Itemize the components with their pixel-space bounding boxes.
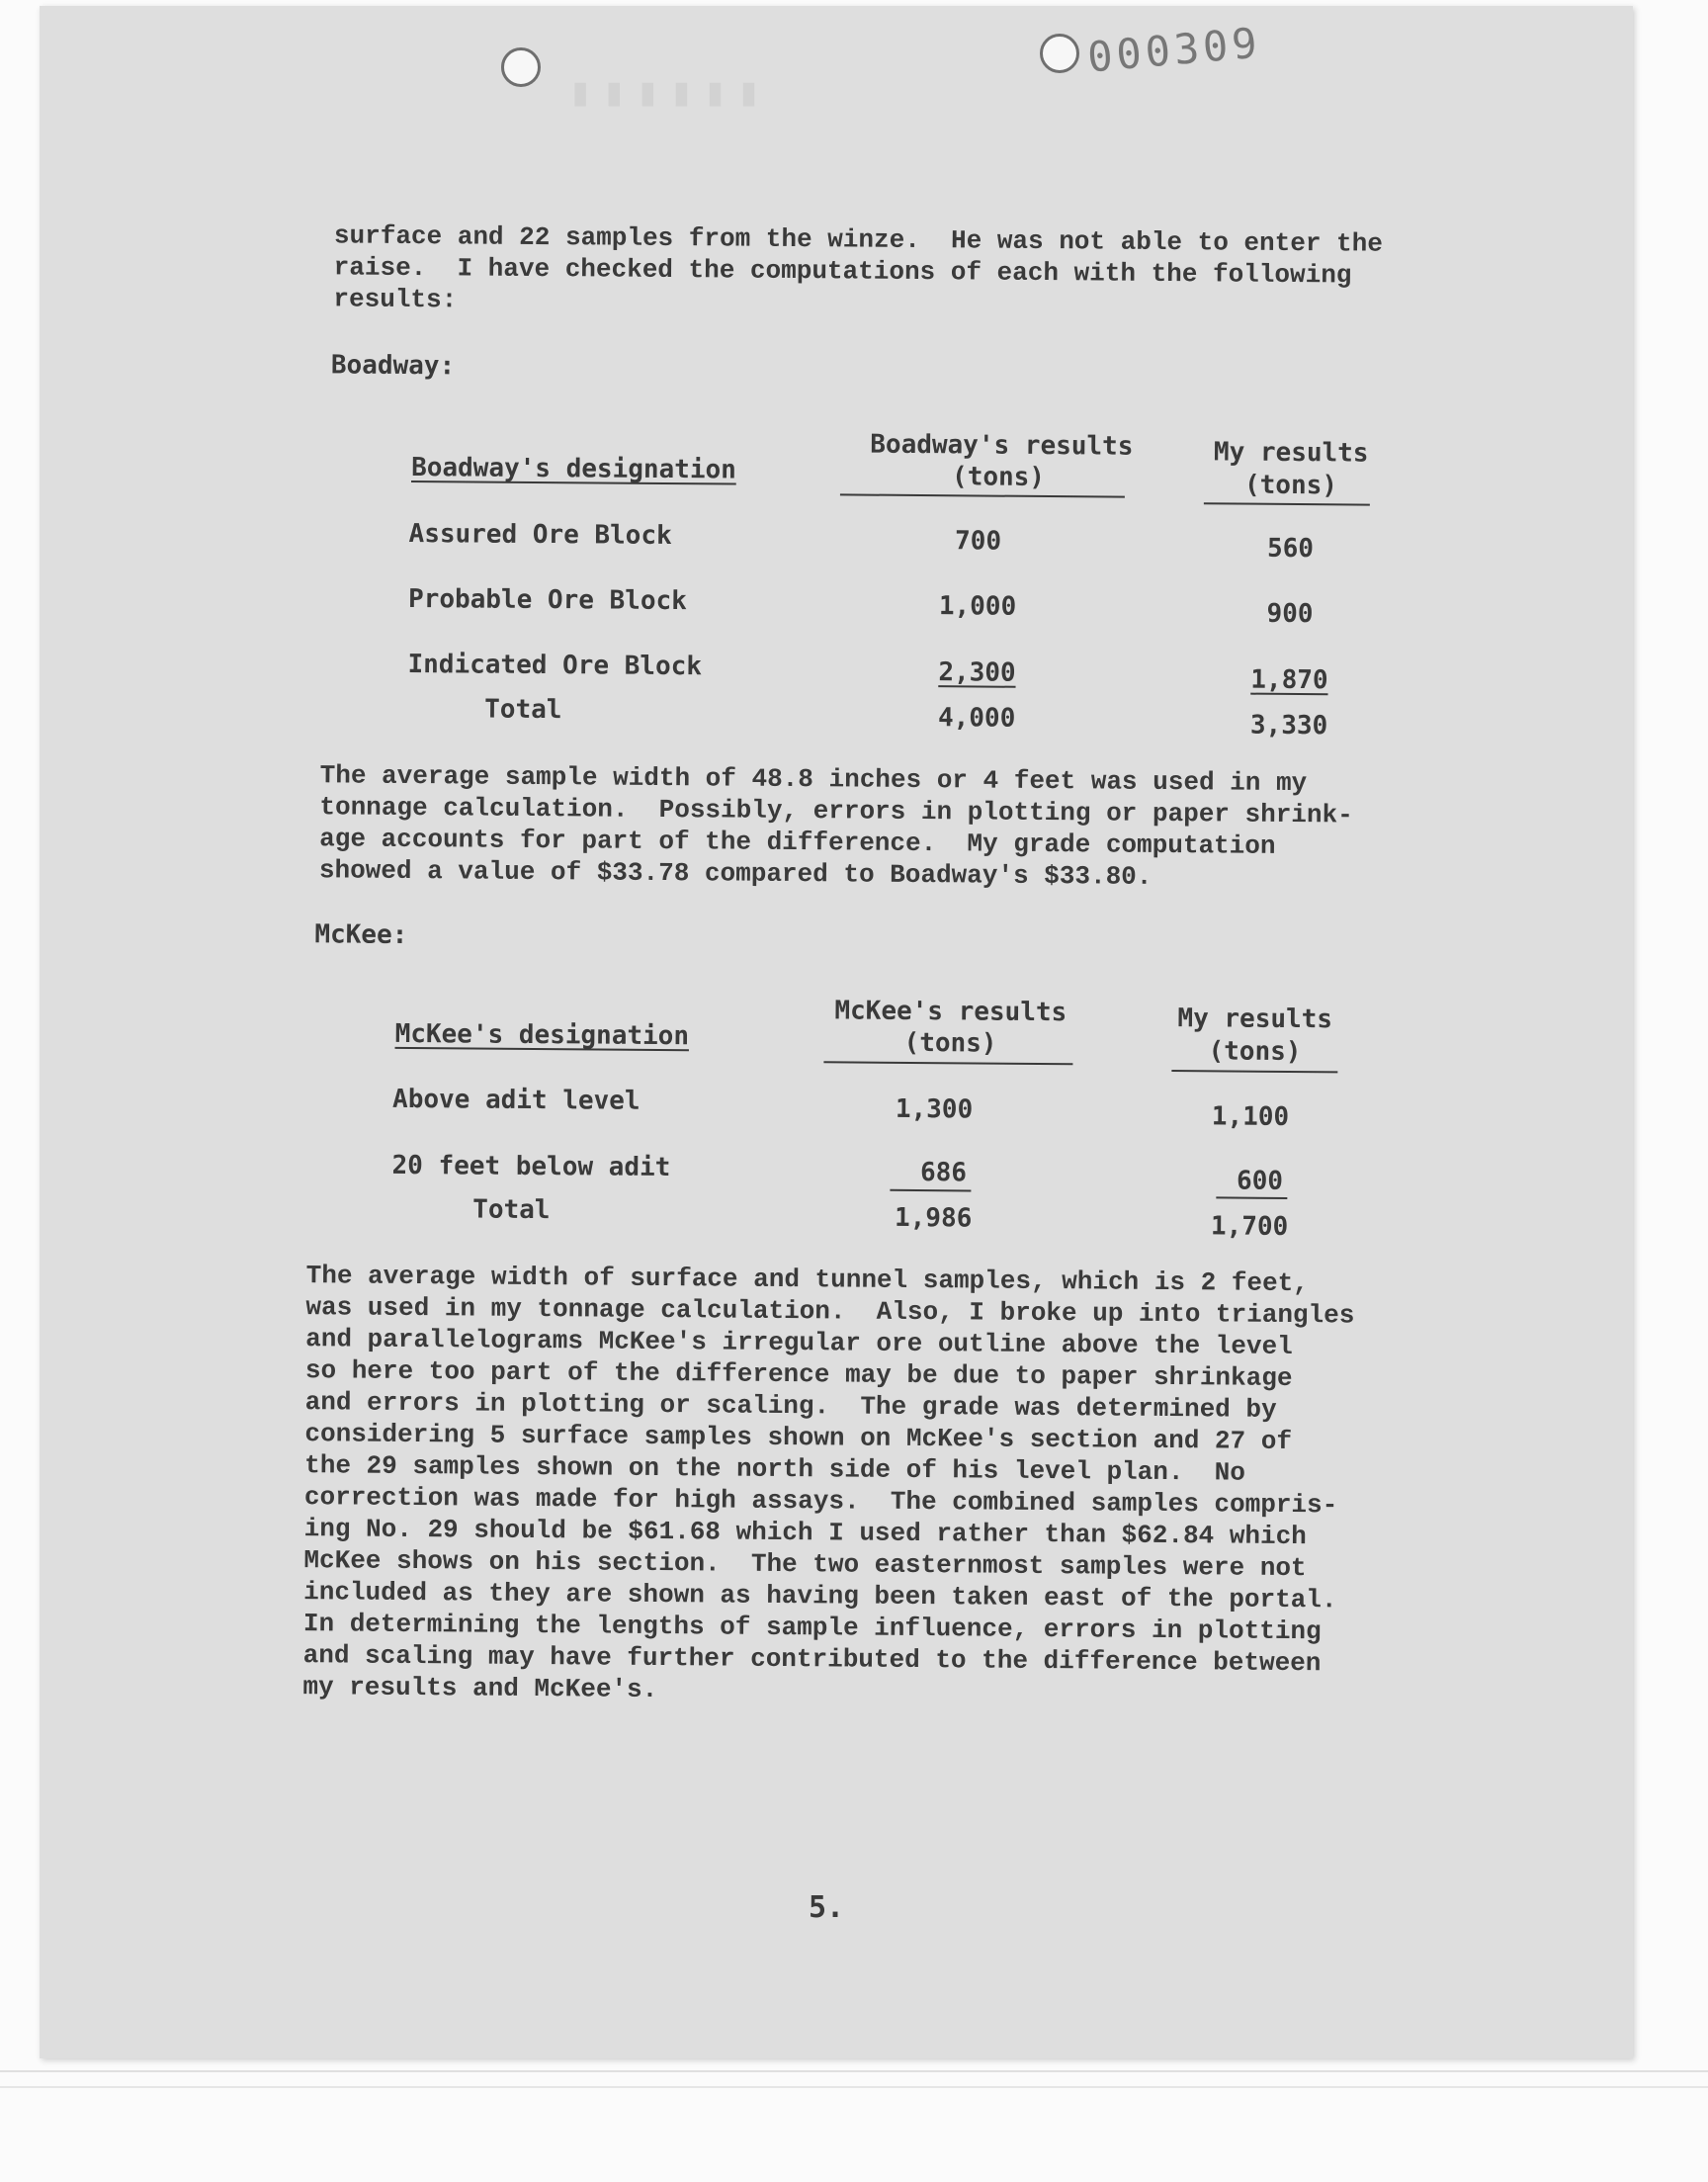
mckee-total-theirs: 1,986: [894, 1202, 973, 1234]
boadway-total-mine: 3,330: [1249, 710, 1328, 742]
mckee-row-theirs: 1,300: [895, 1093, 974, 1125]
mckee-col-mine-line2: (tons): [1208, 1036, 1302, 1068]
boadway-col-mine-rule: [1204, 502, 1370, 505]
boadway-row-label: Assured Ore Block: [408, 518, 672, 552]
boadway-row-theirs: 2,300: [938, 657, 1016, 688]
boadway-col-theirs-rule: [840, 493, 1125, 497]
mckee-row-mine-rule: [1216, 1196, 1287, 1199]
mckee-row-mine: 600: [1236, 1166, 1284, 1196]
boadway-total-theirs: 4,000: [937, 703, 1016, 734]
bleed-through-text: ▮▮▮▮▮▮: [568, 69, 771, 115]
boadway-col-mine-line2: (tons): [1243, 470, 1338, 501]
mckee-col-theirs-line1: McKee's results: [834, 996, 1068, 1028]
mckee-col-theirs-line2: (tons): [903, 1027, 997, 1059]
boadway-row-theirs: 1,000: [938, 591, 1017, 622]
mckee-row-theirs: 686: [919, 1158, 968, 1188]
boadway-col-designation: Boadway's designation: [411, 452, 736, 485]
boadway-paragraph: The average sample width of 48.8 inches or 4 feet was used in my tonnage calculation. Possibly, errors in plotting or paper shrink- age accounts for part of the difference. My grade computation showed a value of $33.78 compared to Boadway's $33.80.: [318, 760, 1353, 892]
boadway-row-mine: 900: [1266, 598, 1314, 630]
mckee-col-mine-line1: My results: [1177, 1004, 1333, 1035]
boadway-col-theirs-line1: Boadway's results: [870, 429, 1134, 462]
boadway-row-mine: 1,870: [1250, 664, 1328, 696]
boadway-col-theirs-line2: (tons): [951, 462, 1046, 493]
boadway-row-mine: 560: [1266, 533, 1315, 565]
mckee-row-label: Above adit level: [391, 1084, 640, 1116]
boadway-total-label: Total: [484, 694, 562, 726]
mckee-total-label: Total: [472, 1194, 551, 1226]
mckee-row-mine: 1,100: [1211, 1101, 1290, 1132]
mckee-col-mine-rule: [1171, 1070, 1337, 1073]
document-stamp-number: 000309: [1085, 18, 1263, 82]
mckee-heading: McKee:: [314, 919, 408, 950]
intro-paragraph: surface and 22 samples from the winze. He was not able to enter the raise. I have checked the computations of each with the following results:: [333, 220, 1384, 315]
mckee-col-theirs-rule: [823, 1061, 1072, 1065]
boadway-row-label: Indicated Ore Block: [407, 649, 703, 682]
boadway-heading: Boadway:: [330, 350, 456, 382]
boadway-row-theirs: 700: [954, 526, 1002, 557]
mckee-paragraph: The average width of surface and tunnel samples, which is 2 feet, was used in my tonnage calculation. Also, I broke up into triangles and parallelograms McKee's irregular ore outline above the level so here too part of the difference may be due to paper shrinkage and errors in plotting or scaling. The grade was determined by considering 5 surface samples shown on McKee's section and 27 of the 29 samples shown on the north side of his level plan. No correction was made for high assays. The combined samples compris- ing No. 29 should be $61.68 which I used rather than $62.84 which McKee shows on his section. The two easternmost samples were not included as they are shown as having been taken east of the portal. In determining the lengths of sample influence, errors in plotting and scaling may have further contributed to the difference between my results and McKee's.: [302, 1261, 1355, 1704]
mckee-col-designation: McKee's designation: [394, 1018, 690, 1052]
page-number: 5.: [809, 1890, 845, 1925]
mckee-row-theirs-rule: [890, 1189, 971, 1192]
boadway-col-mine-line1: My results: [1213, 437, 1369, 469]
mckee-total-mine: 1,700: [1210, 1211, 1289, 1242]
mckee-row-label: 20 feet below adit: [391, 1150, 671, 1183]
boadway-row-label: Probable Ore Block: [407, 583, 687, 617]
